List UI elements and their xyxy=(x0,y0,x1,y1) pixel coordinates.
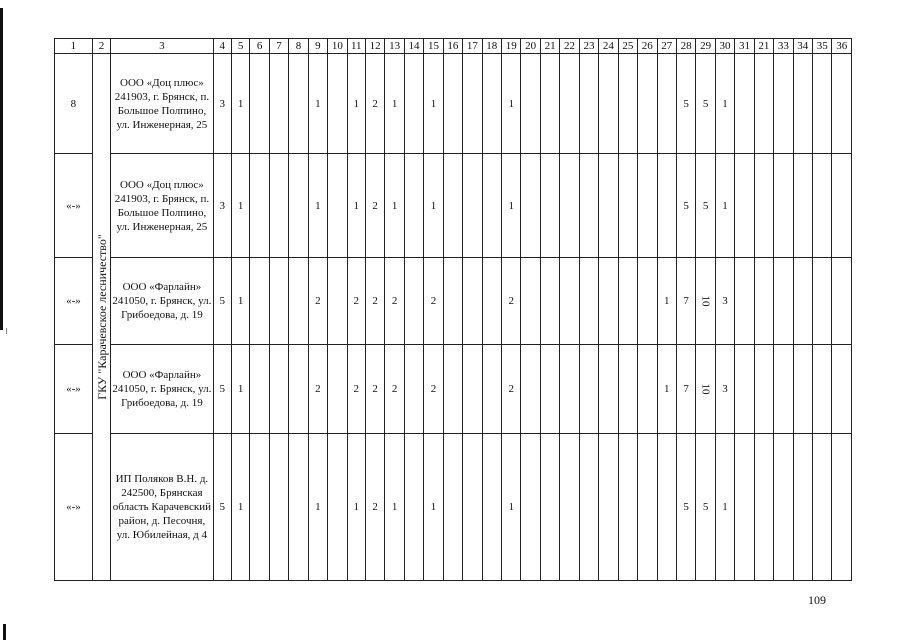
value-cell xyxy=(404,345,423,434)
value-cell xyxy=(404,434,423,581)
value-cell xyxy=(832,154,852,258)
value-cell xyxy=(521,54,540,154)
value-cell xyxy=(579,154,598,258)
column-header: 26 xyxy=(638,39,657,54)
institution-name: ГКУ "Карачевское лесничество" xyxy=(94,234,109,400)
value-cell: 1 xyxy=(308,434,327,581)
value-cell: 5 xyxy=(696,434,715,581)
value-cell xyxy=(793,258,812,345)
value-cell xyxy=(404,54,423,154)
value-cell xyxy=(599,54,618,154)
column-header: 14 xyxy=(404,39,423,54)
value-cell: 2 xyxy=(502,258,521,345)
value-cell xyxy=(269,258,288,345)
column-header: 20 xyxy=(521,39,540,54)
value-cell xyxy=(560,345,579,434)
value-cell: 2 xyxy=(365,54,384,154)
value-cell: 7 xyxy=(676,258,695,345)
value-cell xyxy=(579,434,598,581)
value-cell: 3 xyxy=(213,154,231,258)
column-header: 17 xyxy=(463,39,482,54)
value-cell xyxy=(618,154,637,258)
value-cell xyxy=(521,154,540,258)
value-cell xyxy=(774,154,793,258)
column-header: 21 xyxy=(540,39,559,54)
value-cell xyxy=(832,434,852,581)
organization-address: ООО «Доц плюс» 241903, г. Брянск, п. Большое Полпино, ул. Инженерная, 25 xyxy=(111,54,213,154)
column-header: 9 xyxy=(308,39,327,54)
value-cell: 1 xyxy=(424,154,443,258)
value-cell xyxy=(328,258,347,345)
value-cell xyxy=(269,434,288,581)
value-cell xyxy=(328,154,347,258)
value-cell: 1 xyxy=(715,434,734,581)
value-cell xyxy=(289,54,308,154)
column-header: 33 xyxy=(774,39,793,54)
column-header: 34 xyxy=(793,39,812,54)
value-cell: 1 xyxy=(502,434,521,581)
value-cell xyxy=(735,54,754,154)
value-cell xyxy=(250,54,269,154)
value-cell: 2 xyxy=(365,258,384,345)
value-cell xyxy=(289,154,308,258)
value-cell xyxy=(793,54,812,154)
value-cell: 1 xyxy=(657,258,676,345)
scan-speck xyxy=(6,328,7,334)
value-cell: 2 xyxy=(424,345,443,434)
value-cell xyxy=(735,434,754,581)
value-cell xyxy=(657,54,676,154)
value-cell xyxy=(560,434,579,581)
table-row xyxy=(55,434,852,581)
value-cell xyxy=(599,258,618,345)
value-cell xyxy=(463,434,482,581)
column-header: 2 xyxy=(92,39,110,54)
table-row xyxy=(55,258,852,345)
value-cell xyxy=(540,434,559,581)
value-cell: 3 xyxy=(715,345,734,434)
column-header: 30 xyxy=(715,39,734,54)
value-cell: 2 xyxy=(424,258,443,345)
value-cell xyxy=(754,54,773,154)
value-cell xyxy=(599,154,618,258)
row-number: «-» xyxy=(55,258,93,345)
value-cell xyxy=(269,54,288,154)
value-cell xyxy=(618,345,637,434)
value-cell xyxy=(638,54,657,154)
value-cell xyxy=(793,154,812,258)
value-cell xyxy=(250,258,269,345)
column-header: 21 xyxy=(754,39,773,54)
column-header: 13 xyxy=(385,39,404,54)
value-cell: 2 xyxy=(308,345,327,434)
column-header: 29 xyxy=(696,39,715,54)
value-cell xyxy=(250,154,269,258)
value-cell xyxy=(443,54,462,154)
value-cell xyxy=(813,345,832,434)
value-cell: 1 xyxy=(231,154,249,258)
value-cell: 5 xyxy=(213,434,231,581)
value-cell: 1 xyxy=(424,54,443,154)
value-cell: 2 xyxy=(308,258,327,345)
column-header: 18 xyxy=(482,39,501,54)
value-cell xyxy=(540,345,559,434)
value-cell xyxy=(793,345,812,434)
value-cell xyxy=(696,345,715,434)
value-cell xyxy=(560,154,579,258)
column-header: 36 xyxy=(832,39,852,54)
value-cell: 1 xyxy=(715,154,734,258)
value-cell xyxy=(482,345,501,434)
value-cell xyxy=(482,154,501,258)
value-cell: 2 xyxy=(347,345,365,434)
value-cell xyxy=(618,54,637,154)
value-cell xyxy=(250,434,269,581)
column-header: 10 xyxy=(328,39,347,54)
value-cell: 1 xyxy=(347,154,365,258)
scan-edge-mark xyxy=(3,624,6,640)
row-number: «-» xyxy=(55,345,93,434)
value-cell xyxy=(482,434,501,581)
scan-edge-mark xyxy=(0,8,3,330)
value-cell: 2 xyxy=(502,345,521,434)
value-cell: 1 xyxy=(424,434,443,581)
value-cell xyxy=(328,345,347,434)
value-cell: 5 xyxy=(696,154,715,258)
value-cell: 1 xyxy=(347,434,365,581)
value-cell xyxy=(618,258,637,345)
organization-address: ООО «Доц плюс» 241903, г. Брянск, п. Большое Полпино, ул. Инженерная, 25 xyxy=(111,154,213,258)
value-cell xyxy=(813,154,832,258)
value-cell xyxy=(540,154,559,258)
column-header: 24 xyxy=(599,39,618,54)
column-header: 25 xyxy=(618,39,637,54)
column-header: 5 xyxy=(231,39,249,54)
value-cell xyxy=(328,54,347,154)
column-header: 1 xyxy=(55,39,93,54)
value-cell xyxy=(638,345,657,434)
value-cell: 5 xyxy=(213,345,231,434)
value-cell xyxy=(328,434,347,581)
value-cell: 2 xyxy=(385,258,404,345)
table-row xyxy=(55,54,852,154)
value-cell xyxy=(540,258,559,345)
value-cell xyxy=(579,345,598,434)
value-cell xyxy=(560,258,579,345)
institution-cell xyxy=(92,54,110,581)
header-row xyxy=(55,39,852,54)
value-cell xyxy=(754,434,773,581)
column-header: 12 xyxy=(365,39,384,54)
value-cell: 1 xyxy=(385,54,404,154)
cell-value: 10 xyxy=(699,295,712,307)
value-cell: 1 xyxy=(231,345,249,434)
value-cell xyxy=(638,434,657,581)
value-cell: 1 xyxy=(231,54,249,154)
value-cell: 2 xyxy=(365,434,384,581)
value-cell xyxy=(521,258,540,345)
value-cell xyxy=(813,54,832,154)
value-cell xyxy=(774,434,793,581)
value-cell: 1 xyxy=(231,434,249,581)
value-cell: 1 xyxy=(231,258,249,345)
value-cell: 1 xyxy=(715,54,734,154)
value-cell xyxy=(560,54,579,154)
value-cell xyxy=(813,434,832,581)
value-cell xyxy=(250,345,269,434)
value-cell: 1 xyxy=(385,434,404,581)
organization-address: ИП Поляков В.Н. д. 242500, Брянская область Карачевский район, д. Песочня, ул. Юбилейная, д 4 xyxy=(111,434,213,581)
value-cell: 2 xyxy=(365,345,384,434)
column-header: 8 xyxy=(289,39,308,54)
value-cell xyxy=(754,154,773,258)
value-cell: 3 xyxy=(213,54,231,154)
value-cell xyxy=(832,345,852,434)
organization-address: ООО «Фарлайн» 241050, г. Брянск, ул. Грибоедова, д. 19 xyxy=(111,345,213,434)
value-cell xyxy=(579,258,598,345)
column-header: 7 xyxy=(269,39,288,54)
value-cell: 1 xyxy=(308,54,327,154)
value-cell xyxy=(521,345,540,434)
data-table xyxy=(54,38,852,581)
value-cell xyxy=(754,258,773,345)
value-cell xyxy=(793,434,812,581)
value-cell xyxy=(832,258,852,345)
column-header: 22 xyxy=(560,39,579,54)
value-cell xyxy=(754,345,773,434)
table-row xyxy=(55,345,852,434)
value-cell xyxy=(735,345,754,434)
value-cell: 2 xyxy=(347,258,365,345)
column-header: 28 xyxy=(676,39,695,54)
value-cell: 2 xyxy=(385,345,404,434)
column-header: 6 xyxy=(250,39,269,54)
value-cell xyxy=(813,258,832,345)
value-cell xyxy=(638,258,657,345)
value-cell xyxy=(463,345,482,434)
value-cell: 1 xyxy=(385,154,404,258)
value-cell xyxy=(463,54,482,154)
value-cell xyxy=(289,345,308,434)
column-header: 11 xyxy=(347,39,365,54)
value-cell: 5 xyxy=(696,54,715,154)
organization-address: ООО «Фарлайн» 241050, г. Брянск, ул. Грибоедова, д. 19 xyxy=(111,258,213,345)
value-cell xyxy=(443,154,462,258)
value-cell xyxy=(443,434,462,581)
value-cell xyxy=(774,54,793,154)
value-cell xyxy=(289,258,308,345)
value-cell: 5 xyxy=(676,434,695,581)
row-number: 8 xyxy=(55,54,93,154)
value-cell xyxy=(657,154,676,258)
value-cell: 5 xyxy=(676,154,695,258)
value-cell: 5 xyxy=(213,258,231,345)
column-header: 4 xyxy=(213,39,231,54)
value-cell xyxy=(774,345,793,434)
value-cell xyxy=(269,154,288,258)
column-header: 31 xyxy=(735,39,754,54)
value-cell: 1 xyxy=(657,345,676,434)
value-cell xyxy=(404,258,423,345)
column-header: 27 xyxy=(657,39,676,54)
value-cell xyxy=(618,434,637,581)
row-number: «-» xyxy=(55,434,93,581)
value-cell xyxy=(404,154,423,258)
value-cell xyxy=(579,54,598,154)
value-cell xyxy=(638,154,657,258)
value-cell xyxy=(540,54,559,154)
value-cell xyxy=(657,434,676,581)
value-cell xyxy=(735,258,754,345)
value-cell xyxy=(696,258,715,345)
value-cell xyxy=(269,345,288,434)
column-header: 19 xyxy=(502,39,521,54)
column-header: 23 xyxy=(579,39,598,54)
column-header: 3 xyxy=(111,39,213,54)
value-cell xyxy=(463,258,482,345)
table-row xyxy=(55,154,852,258)
value-cell: 5 xyxy=(676,54,695,154)
value-cell xyxy=(289,434,308,581)
column-header: 35 xyxy=(813,39,832,54)
value-cell xyxy=(521,434,540,581)
value-cell xyxy=(463,154,482,258)
value-cell: 3 xyxy=(715,258,734,345)
column-header: 15 xyxy=(424,39,443,54)
value-cell xyxy=(599,345,618,434)
value-cell xyxy=(482,258,501,345)
value-cell xyxy=(599,434,618,581)
value-cell xyxy=(832,54,852,154)
column-header: 16 xyxy=(443,39,462,54)
value-cell: 1 xyxy=(308,154,327,258)
value-cell: 1 xyxy=(502,54,521,154)
value-cell xyxy=(774,258,793,345)
cell-value: 10 xyxy=(699,383,712,395)
value-cell xyxy=(443,258,462,345)
value-cell: 7 xyxy=(676,345,695,434)
value-cell: 2 xyxy=(365,154,384,258)
value-cell xyxy=(443,345,462,434)
value-cell xyxy=(482,54,501,154)
value-cell xyxy=(735,154,754,258)
row-number: «-» xyxy=(55,154,93,258)
page-number: 109 xyxy=(808,593,826,607)
value-cell: 1 xyxy=(502,154,521,258)
value-cell: 1 xyxy=(347,54,365,154)
